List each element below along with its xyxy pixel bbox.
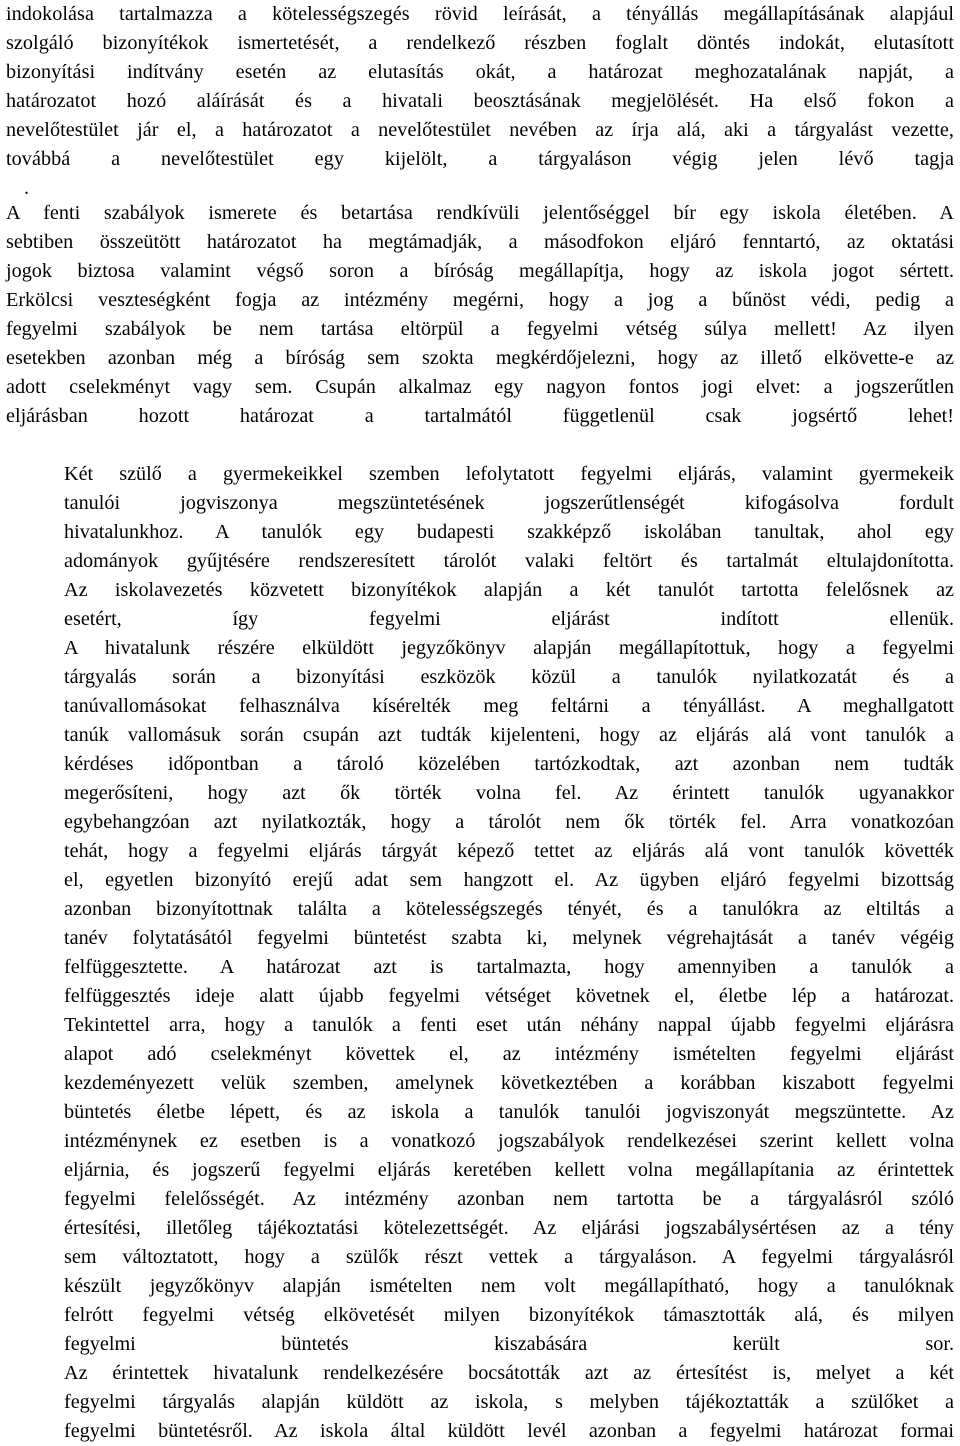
text-line: sem változtatott, hogy a szülők részt vettek a tárgyaláson. A fegyelmi tárgyalásról [64, 1246, 954, 1268]
text-line: kezdeményezett velük szemben, amelynek következtében a korábban kiszabott fegyelmi [64, 1072, 954, 1094]
text-line: A fenti szabályok ismerete és betartása rendkívüli jelentőséggel bír egy iskola életében. A [6, 202, 954, 224]
text-line: adott cselekményt vagy sem. Csupán alkalmaz egy nagyon fontos jogi elvet: a jogszerűtlen [6, 376, 954, 398]
text-line: tanév folytatásától fegyelmi büntetést szabta ki, melynek végrehajtását a tanév végéig [64, 927, 954, 949]
rules-text [6, 199, 954, 431]
case-text [64, 460, 954, 1446]
text-line: tanulói jogviszonya megszüntetésének jogszerűtlenségét kifogásolva fordult [64, 492, 954, 514]
text-line: fegyelmi büntetésről. Az iskola által küldött levél azonban a fegyelmi határozat formai [64, 1420, 954, 1442]
text-line: indokolása tartalmazza a kötelességszegés rövid leírását, a tényállás megállapításának alapjául [6, 3, 954, 25]
text-line: tehát, hogy a fegyelmi eljárás tárgyát képező tettet az eljárás alá vont tanulók követték [64, 840, 954, 862]
text-line: Két szülő a gyermekeikkel szemben lefolytatott fegyelmi eljárás, valamint gyermekeik [64, 463, 954, 485]
text-line: tárgyalás során a bizonyítási eszközök közül a tanulók nyilatkozatát és a [64, 666, 954, 688]
text-line: továbbá a nevelőtestület egy kijelölt, a tárgyaláson végig jelen lévő tagja [6, 148, 954, 170]
text-line: fegyelmi büntetés kiszabására került sor. [64, 1333, 954, 1355]
text-line: fegyelmi szabályok be nem tartása eltörpül a fegyelmi vétség súlya mellett! Az ilyen [6, 318, 954, 340]
stray-dot: . [24, 177, 30, 199]
text-line: nevelőtestület jár el, a határozatot a nevelőtestület nevében az írja alá, aki a tárgyalást vezette, [6, 119, 954, 141]
text-line: fegyelmi tárgyalás alapján küldött az iskola, s melyben tájékoztatták a szülőket a [64, 1391, 954, 1413]
text-line: fegyelmi felelősségét. Az intézmény azonban nem tartotta be a tárgyalásról szóló [64, 1188, 954, 1210]
text-line: sebtiben összeütött határozatot ha megtámadják, a másodfokon eljáró fenntartó, az oktatási [6, 231, 954, 253]
rules-paragraph [6, 199, 954, 431]
text-line: esetekben azonban még a bíróság sem szokta megkérdőjelezni, hogy az illető elkövette-e az [6, 347, 954, 369]
text-line: Az iskolavezetés közvetett bizonyítékok alapján a két tanulót tartotta felelősnek az [64, 579, 954, 601]
text-line: Tekintettel arra, hogy a tanulók a fenti eset után néhány nappal újabb fegyelmi eljárásra [64, 1014, 954, 1036]
text-line: adományok gyűjtésére rendszeresített tárolót valaki feltört és tartalmát eltulajdonította. [64, 550, 954, 572]
text-line: tanúk vallomásuk során csupán azt tudták kijelenteni, hogy az eljárás alá vont tanulók a [64, 724, 954, 746]
text-line: Erkölcsi veszteségként fogja az intézmény megérni, hogy a jog a bűnöst védi, pedig a [6, 289, 954, 311]
text-line: eljárásban hozott határozat a tartalmától függetlenül csak jogsértő lehet! [6, 405, 954, 427]
text-line: értesítési, illetőleg tájékoztatási kötelezettségét. Az eljárási jogszabálysértésen az a tény [64, 1217, 954, 1239]
text-line: el, egyetlen bizonyító erejű adat sem hangzott el. Az ügyben eljáró fegyelmi bizottság [64, 869, 954, 891]
text-line: bizonyítási indítvány esetén az elutasítás okát, a határozat meghozatalának napját, a [6, 61, 954, 83]
intro-paragraph [6, 0, 954, 174]
text-line: egybehangzóan azt nyilatkozták, hogy a tárolót nem ők törték fel. Arra vonatkozóan [64, 811, 954, 833]
text-line: Az érintettek hivatalunk rendelkezésére bocsátották azt az értesítést is, melyet a két [64, 1362, 954, 1384]
text-line: megerősíteni, hogy azt ők törték volna fel. Az érintett tanulók ugyanakkor [64, 782, 954, 804]
text-line: azonban bizonyítottnak találta a kötelességszegés tényét, és a tanulókra az eltiltás a [64, 898, 954, 920]
text-line: határozatot hozó aláírását és a hivatali beosztásának megjelölését. Ha első fokon a [6, 90, 954, 112]
text-line: tanúvallomásokat felhasználva kísérelték meg feltárni a tényállást. A meghallgatott [64, 695, 954, 717]
text-line: esetért, így fegyelmi eljárást indított ellenük. [64, 608, 954, 630]
text-line: intézménynek ez esetben is a vonatkozó jogszabályok rendelkezései szerint kellett volna [64, 1130, 954, 1152]
text-line: készült jegyzőkönyv alapján ismételten nem volt megállapítható, hogy a tanulóknak [64, 1275, 954, 1297]
text-line: felrótt fegyelmi vétség elkövetését milyen bizonyítékok támasztották alá, és milyen [64, 1304, 954, 1326]
case-paragraphs [64, 460, 954, 1446]
text-line: büntetés életbe lépett, és az iskola a tanulók tanulói jogviszonyát megszüntette. Az [64, 1101, 954, 1123]
text-line: jogok biztosa valamint végső soron a bíróság megállapítja, hogy az iskola jogot sértett. [6, 260, 954, 282]
text-line: hivatalunkhoz. A tanulók egy budapesti szakképző iskolában tanultak, ahol egy [64, 521, 954, 543]
intro-text [6, 0, 954, 174]
text-line: szolgáló bizonyítékok ismertetését, a rendelkező részben foglalt döntés indokát, elutasított [6, 32, 954, 54]
text-line: alapot adó cselekményt követtek el, az intézmény ismételten fegyelmi eljárást [64, 1043, 954, 1065]
text-line: A hivatalunk részére elküldött jegyzőkönyv alapján megállapítottuk, hogy a fegyelmi [64, 637, 954, 659]
text-line: felfüggesztette. A határozat azt is tartalmazta, hogy amennyiben a tanulók a [64, 956, 954, 978]
text-line: eljárnia, és jogszerű fegyelmi eljárás keretében kellett volna megállapítania az érintettek [64, 1159, 954, 1181]
text-line: felfüggesztés ideje alatt újabb fegyelmi vétséget követnek el, életbe lép a határozat. [64, 985, 954, 1007]
text-line: kérdéses időpontban a tároló közelében tartózkodtak, azt azonban nem tudták [64, 753, 954, 775]
